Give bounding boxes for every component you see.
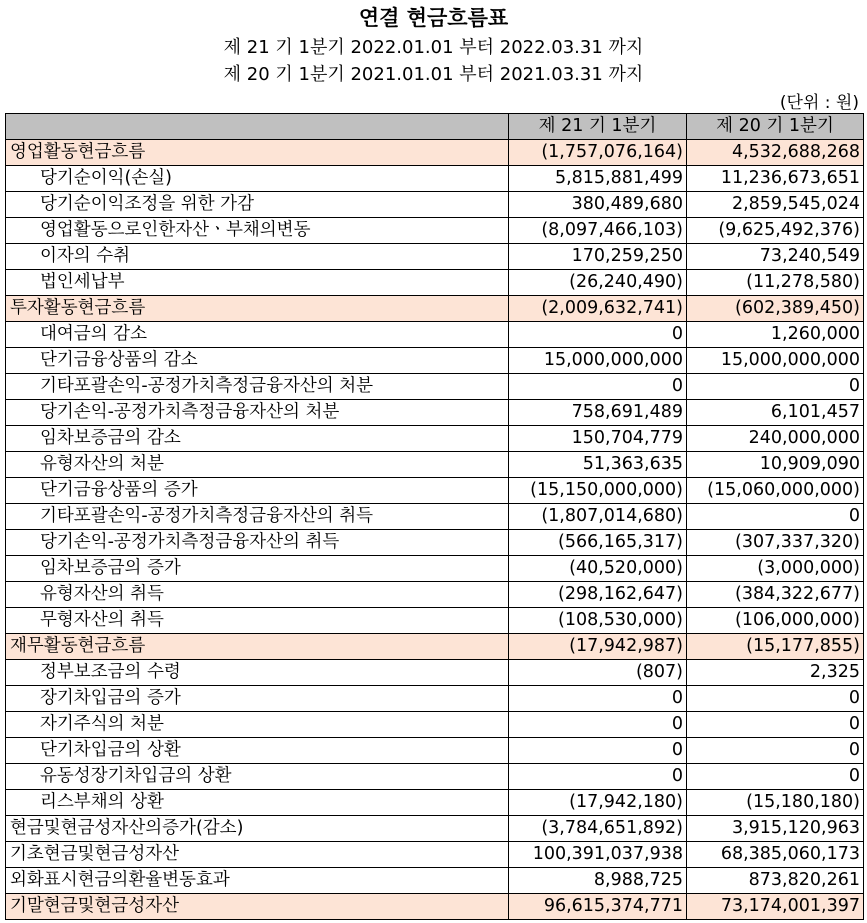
table-row [6,452,864,478]
value-current: (26,240,490) [509,270,687,296]
value-prior: 4,532,688,268 [687,140,864,166]
value-prior: (384,322,677) [687,582,864,608]
table-row [6,166,864,192]
table-row [6,738,864,764]
value-prior: (602,389,450) [687,296,864,322]
row-label: 당기순이익(손실) [6,166,509,192]
row-label: 단기금융상품의 증가 [6,478,509,504]
header-prior: 제 20 기 1분기 [687,114,864,140]
row-label: 단기차입금의 상환 [6,738,509,764]
row-label: 법인세납부 [6,270,509,296]
row-label: 리스부채의 상환 [6,790,509,816]
value-prior: 0 [687,504,864,530]
header-label [6,114,509,140]
value-current: 0 [509,374,687,400]
table-row [6,686,864,712]
row-label: 재무활동현금흐름 [6,634,509,660]
value-prior: 0 [687,764,864,790]
value-prior: (15,060,000,000) [687,478,864,504]
value-prior: 0 [687,374,864,400]
value-current: (15,150,000,000) [509,478,687,504]
table-row [6,270,864,296]
row-label: 유동성장기차입금의 상환 [6,764,509,790]
value-prior: 2,859,545,024 [687,192,864,218]
value-current: 5,815,881,499 [509,166,687,192]
row-label: 기타포괄손익-공정가치측정금융자산의 처분 [6,374,509,400]
value-prior: 10,909,090 [687,452,864,478]
value-current: 100,391,037,938 [509,842,687,868]
cash-flow-table [5,113,864,920]
value-prior: 1,260,000 [687,322,864,348]
value-current: (566,165,317) [509,530,687,556]
row-label: 임차보증금의 증가 [6,556,509,582]
table-row [6,218,864,244]
value-current: 51,363,635 [509,452,687,478]
table-row [6,478,864,504]
table-row [6,894,864,920]
table-row [6,582,864,608]
value-prior: (106,000,000) [687,608,864,634]
value-current: 380,489,680 [509,192,687,218]
row-label: 기타포괄손익-공정가치측정금융자산의 취득 [6,504,509,530]
value-current: (40,520,000) [509,556,687,582]
value-current: 8,988,725 [509,868,687,894]
period-current: 제 21 기 1분기 2022.01.01 부터 2022.03.31 까지 [223,37,644,58]
value-prior: 0 [687,738,864,764]
row-label: 임차보증금의 감소 [6,426,509,452]
value-current: 170,259,250 [509,244,687,270]
row-label: 투자활동현금흐름 [6,296,509,322]
table-row [6,244,864,270]
value-current: 15,000,000,000 [509,348,687,374]
table-row [6,374,864,400]
row-label: 단기금융상품의 감소 [6,348,509,374]
row-label: 영업활동현금흐름 [6,140,509,166]
value-current: (3,784,651,892) [509,816,687,842]
value-prior: (3,000,000) [687,556,864,582]
value-prior: (15,177,855) [687,634,864,660]
value-prior: (11,278,580) [687,270,864,296]
unit-label: (단위 : 원) [779,93,859,113]
value-current: 96,615,374,771 [509,894,687,920]
row-label: 현금및현금성자산의증가(감소) [6,816,509,842]
period-prior: 제 20 기 1분기 2021.01.01 부터 2021.03.31 까지 [223,64,644,85]
value-current: (17,942,180) [509,790,687,816]
row-label: 기말현금및현금성자산 [6,894,509,920]
row-label: 외화표시현금의환율변동효과 [6,868,509,894]
row-label: 장기차입금의 증가 [6,686,509,712]
value-prior: 15,000,000,000 [687,348,864,374]
table-row [6,764,864,790]
table-row [6,530,864,556]
table-row [6,842,864,868]
value-current: (298,162,647) [509,582,687,608]
value-current: (1,757,076,164) [509,140,687,166]
value-prior: 73,240,549 [687,244,864,270]
table-row [6,348,864,374]
table-row [6,790,864,816]
row-label: 정부보조금의 수령 [6,660,509,686]
value-prior: (307,337,320) [687,530,864,556]
value-prior: 68,385,060,173 [687,842,864,868]
value-current: (108,530,000) [509,608,687,634]
value-current: (2,009,632,741) [509,296,687,322]
value-prior: (9,625,492,376) [687,218,864,244]
table-row [6,322,864,348]
value-prior: 873,820,261 [687,868,864,894]
value-prior: 3,915,120,963 [687,816,864,842]
value-prior: 2,325 [687,660,864,686]
table-row [6,660,864,686]
value-current: (807) [509,660,687,686]
value-prior: 11,236,673,651 [687,166,864,192]
row-label: 유형자산의 처분 [6,452,509,478]
value-current: 0 [509,322,687,348]
table-row [6,816,864,842]
table-row [6,712,864,738]
statement-title: 연결 현금흐름표 [358,6,509,30]
value-prior: (15,180,180) [687,790,864,816]
value-current: 150,704,779 [509,426,687,452]
value-prior: 6,101,457 [687,400,864,426]
table-row [6,400,864,426]
value-prior: 0 [687,686,864,712]
value-current: (17,942,987) [509,634,687,660]
table-row [6,426,864,452]
row-label: 유형자산의 취득 [6,582,509,608]
value-current: 0 [509,764,687,790]
row-label: 자기주식의 처분 [6,712,509,738]
table-row [6,634,864,660]
row-label: 기초현금및현금성자산 [6,842,509,868]
value-current: 758,691,489 [509,400,687,426]
row-label: 영업활동으로인한자산ㆍ부채의변동 [6,218,509,244]
row-label: 무형자산의 취득 [6,608,509,634]
row-label: 당기손익-공정가치측정금융자산의 취득 [6,530,509,556]
value-prior: 240,000,000 [687,426,864,452]
table-row [6,868,864,894]
table-row [6,296,864,322]
header-current: 제 21 기 1분기 [509,114,687,140]
value-current: 0 [509,738,687,764]
table-row [6,608,864,634]
table-row [6,140,864,166]
table-row [6,556,864,582]
table-row [6,192,864,218]
row-label: 대여금의 감소 [6,322,509,348]
row-label: 당기순이익조정을 위한 가감 [6,192,509,218]
value-prior: 73,174,001,397 [687,894,864,920]
table-header [6,114,864,140]
value-prior: 0 [687,712,864,738]
value-current: 0 [509,712,687,738]
value-current: 0 [509,686,687,712]
value-current: (1,807,014,680) [509,504,687,530]
table-row [6,504,864,530]
value-current: (8,097,466,103) [509,218,687,244]
row-label: 이자의 수취 [6,244,509,270]
row-label: 당기손익-공정가치측정금융자산의 처분 [6,400,509,426]
